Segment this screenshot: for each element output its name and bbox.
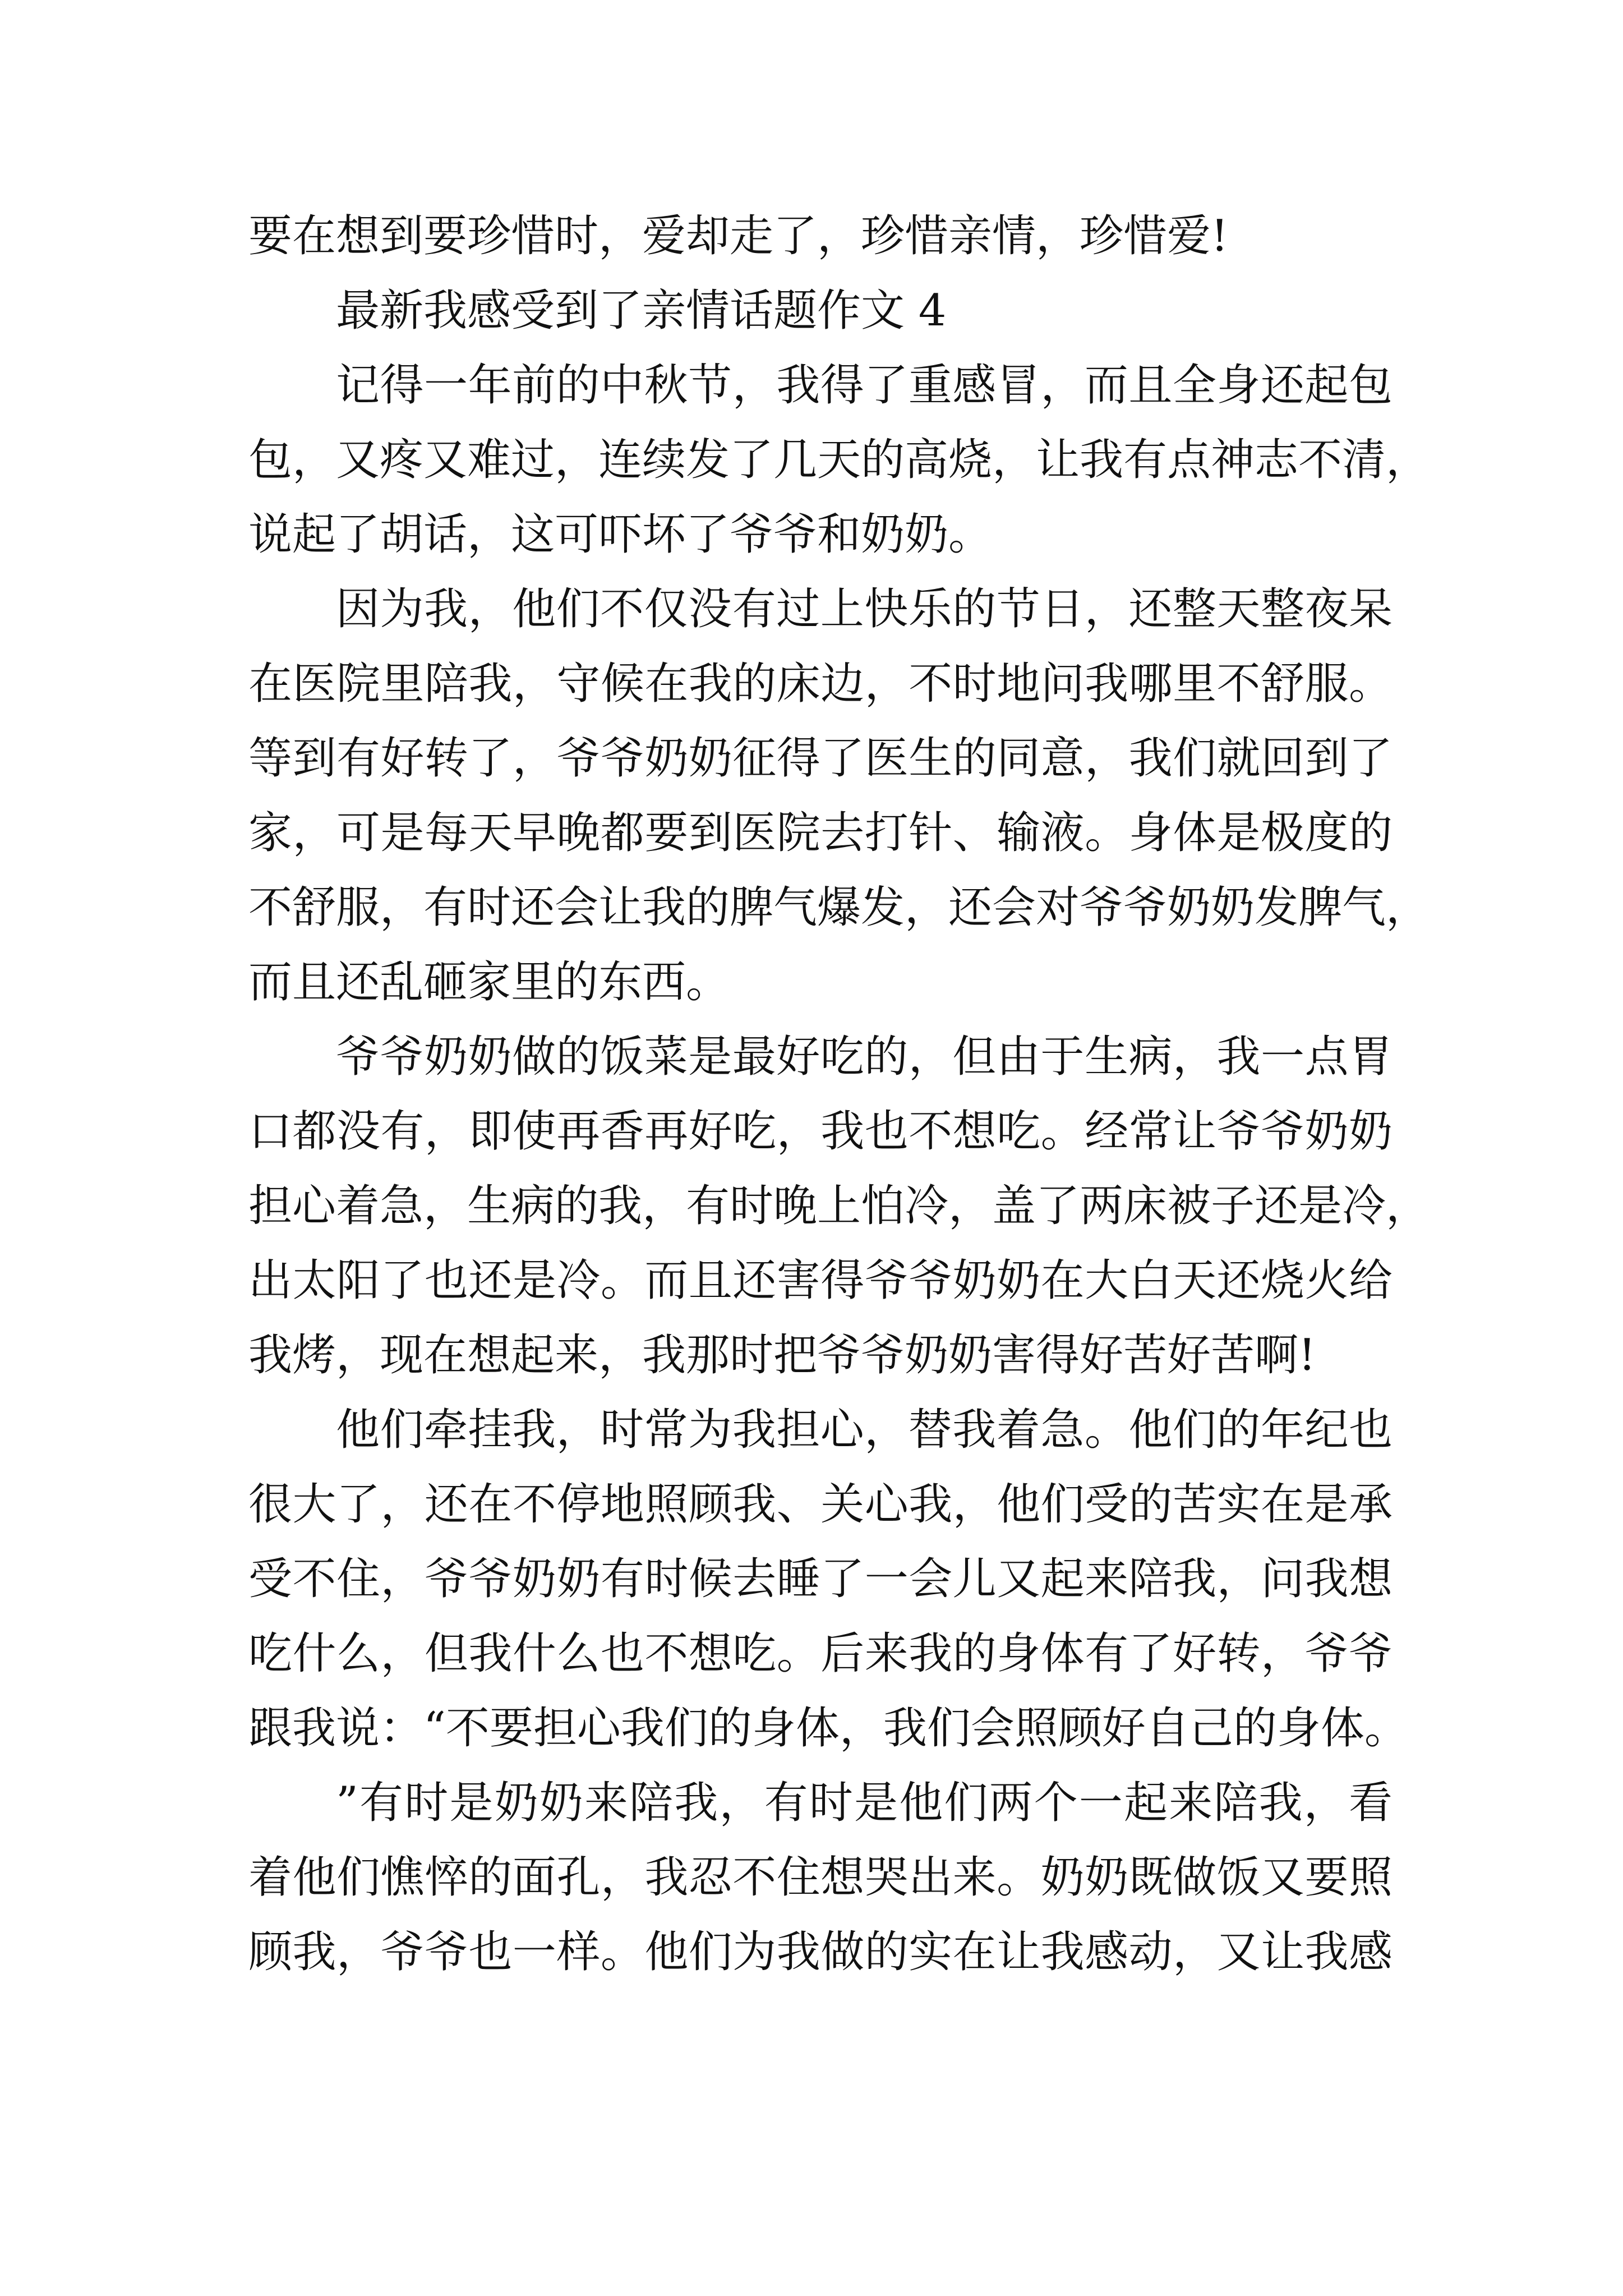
text-line: 吃什么，但我什么也不想吃。后来我的身体有了好转，爷爷: [248, 1628, 1393, 1679]
text-line: 担心着急，生病的我，有时晚上怕冷，盖了两床被子还是冷，: [248, 1181, 1430, 1231]
section-heading: 最新我感受到了亲情话题作文 4: [336, 286, 947, 336]
text-line: 不舒服，有时还会让我的脾气爆发，还会对爷爷奶奶发脾气，: [248, 882, 1430, 933]
text-line: 在医院里陪我，守候在我的床边，不时地问我哪里不舒服。: [248, 659, 1393, 709]
text-line: 而且还乱砸家里的东西。: [248, 957, 730, 1007]
text-line: 我烤，现在想起来，我那时把爷爷奶奶害得好苦好苦啊!: [248, 1330, 1316, 1381]
text-line: 出太阳了也还是冷。而且还害得爷爷奶奶在大白天还烧火给: [248, 1255, 1393, 1306]
text-line: 记得一年前的中秋节，我得了重感冒，而且全身还起包: [336, 360, 1393, 411]
text-line: 等到有好转了，爷爷奶奶征得了医生的同意，我们就回到了: [248, 733, 1393, 784]
text-line: 包，又疼又难过，连续发了几天的高烧，让我有点神志不清，: [248, 435, 1430, 485]
text-line: ”有时是奶奶来陪我，有时是他们两个一起来陪我，看: [336, 1778, 1393, 1828]
text-line: 很大了，还在不停地照顾我、关心我，他们受的苦实在是承: [248, 1479, 1393, 1530]
text-line: 跟我说：“不要担心我们的身体，我们会照顾好自己的身体。: [248, 1703, 1408, 1754]
text-line: 口都没有，即使再香再好吃，我也不想吃。经常让爷爷奶奶: [248, 1106, 1393, 1157]
text-line: 爷爷奶奶做的饭菜是最好吃的，但由于生病，我一点胃: [336, 1032, 1393, 1082]
text-line: 受不住，爷爷奶奶有时候去睡了一会儿又起来陪我，问我想: [248, 1554, 1393, 1604]
text-line: 说起了胡话，这可吓坏了爷爷和奶奶。: [248, 509, 993, 560]
text-line: 着他们憔悴的面孔，我忍不住想哭出来。奶奶既做饭又要照: [248, 1852, 1393, 1903]
text-line: 因为我，他们不仅没有过上快乐的节日，还整天整夜呆: [336, 584, 1393, 634]
essay-body: [248, 199, 1430, 1990]
text-line: 顾我，爷爷也一样。他们为我做的实在让我感动，又让我感: [248, 1927, 1393, 1977]
text-line: 要在想到要珍惜时，爱却走了，珍惜亲情，珍惜爱!: [248, 211, 1229, 261]
text-line: 家，可是每天早晚都要到医院去打针、输液。身体是极度的: [248, 808, 1393, 858]
text-line: 他们牵挂我，时常为我担心，替我着急。他们的年纪也: [336, 1405, 1393, 1455]
